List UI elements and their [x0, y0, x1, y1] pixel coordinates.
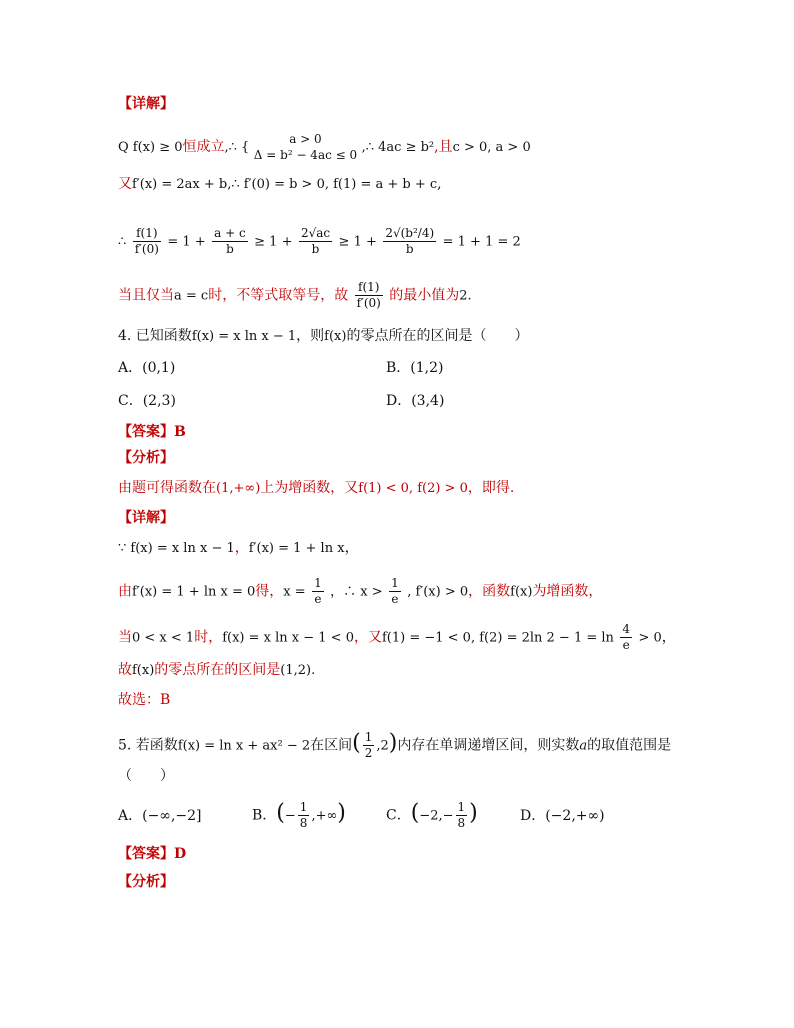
- q4-option-c: C．(2,3): [118, 393, 176, 409]
- q5-option-b: [252, 800, 346, 831]
- expr: f′(x) = 1 + ln x: [248, 541, 345, 556]
- expr: −2,−: [419, 808, 454, 824]
- expr: 0 < x < 1: [132, 630, 195, 646]
- q4-detail-line-1: [118, 538, 359, 559]
- paren-open: (: [352, 730, 361, 756]
- fraction: [299, 226, 332, 257]
- expr: 2.: [459, 288, 472, 304]
- fraction: [355, 280, 383, 311]
- num: 2√(b²/4): [385, 226, 435, 240]
- num: 1: [314, 576, 322, 590]
- q4-option-d: D．(3,4): [386, 393, 445, 409]
- text: ，: [234, 540, 249, 556]
- fraction: [363, 730, 375, 761]
- num: f(1): [355, 280, 383, 296]
- text: 的零点所在的区间是: [154, 662, 281, 678]
- expr: f(1) = −1 < 0, f(2) = 2ln 2 − 1 = ln: [381, 630, 614, 646]
- minus: −: [284, 808, 296, 824]
- text: 又: [118, 176, 132, 192]
- label: C．: [386, 807, 411, 824]
- expr: ≥ 1 +: [254, 234, 293, 250]
- num: 1: [457, 800, 466, 814]
- expr: ≥ 1 +: [338, 234, 377, 250]
- expr: , f′(x) > 0: [407, 584, 469, 600]
- den: f′(0): [356, 296, 381, 310]
- q5-option-a: A．(−∞,−2]: [118, 808, 202, 824]
- den: 8: [457, 816, 466, 830]
- den: b: [226, 242, 234, 256]
- text: ，又: [353, 629, 382, 646]
- question-5-stem: [118, 730, 671, 761]
- paren-close: ): [337, 800, 346, 826]
- text: ,且: [434, 139, 453, 155]
- q5-analysis-heading: 【分析】: [118, 874, 174, 890]
- expr: f(x) = x ln x − 1 < 0: [222, 630, 354, 646]
- expr: = 1 + 1 = 2: [442, 234, 521, 250]
- expr: (1,+∞): [216, 481, 261, 496]
- text: 当: [118, 629, 132, 646]
- q4-option-a: A．(0,1): [118, 360, 176, 376]
- condition-system: [254, 131, 357, 163]
- expr: ,∴ 4ac ≥ b²: [361, 140, 435, 155]
- q5-answer: 【答案】D: [118, 846, 187, 862]
- fraction: [298, 800, 310, 831]
- text: ，即得.: [467, 480, 515, 496]
- den: 2: [364, 746, 373, 760]
- expr: c > 0, a > 0: [452, 140, 531, 155]
- text: 上为增函数，又: [260, 480, 359, 496]
- paren-close: ): [388, 730, 398, 756]
- answer-label: 【答案】B: [118, 424, 186, 440]
- expr: f′(x) = 2ax + b,∴ f′(0) = b > 0, f(1) = a + b + c: [132, 177, 438, 192]
- den: b: [311, 242, 320, 256]
- den: e: [314, 592, 322, 606]
- expr: f(x): [132, 663, 155, 678]
- den: 8: [299, 816, 308, 830]
- expr: f(x) = ln x + ax² − 2: [177, 738, 311, 754]
- expr: Q f(x) ≥ 0: [118, 140, 183, 155]
- text: 的取值范围是: [587, 737, 672, 754]
- q4-detail-line-2: [118, 576, 602, 607]
- text: 时，不等式取等号，故: [208, 287, 349, 304]
- q5-paren: （ ）: [118, 768, 174, 784]
- text: 在区间: [310, 737, 353, 754]
- expr: ,2: [376, 738, 389, 754]
- expr: f′(x) = 1 + ln x = 0: [132, 584, 256, 600]
- fraction: [312, 576, 324, 607]
- text: 得，: [255, 583, 284, 600]
- q4-option-b: B．(1,2): [386, 360, 444, 376]
- q4-analysis-heading: 【分析】: [118, 450, 174, 466]
- fraction: [133, 226, 161, 257]
- expr: f(x): [510, 584, 533, 600]
- num: 1: [299, 800, 308, 814]
- q5-option-d: D．(−2,+∞): [520, 808, 605, 824]
- fraction: [456, 800, 468, 831]
- cond-2: Δ = b² − 4ac ≤ 0: [253, 148, 358, 162]
- num: 1: [391, 576, 399, 590]
- fraction: [389, 576, 401, 607]
- q4-choose: 故选：B: [118, 692, 171, 708]
- text: ，: [661, 629, 676, 646]
- line-equality-condition: [118, 280, 472, 311]
- q5-option-c: [386, 800, 478, 831]
- text: ，: [344, 540, 359, 556]
- num: f(1): [133, 226, 161, 242]
- expr: ∴: [118, 234, 127, 250]
- den: e: [391, 592, 399, 606]
- q4-detail-heading: 【详解】: [118, 510, 174, 526]
- text: 4. 已知函数: [118, 328, 192, 344]
- expr: > 0: [638, 630, 662, 646]
- expr: a = c: [174, 288, 209, 304]
- expr: (1,2).: [280, 663, 316, 678]
- text: 的最小值为: [389, 287, 460, 304]
- line-derivative: [118, 174, 442, 195]
- label: B．: [252, 807, 277, 824]
- line-condition: [118, 131, 531, 163]
- text: 当且仅当: [118, 287, 174, 304]
- text: 内存在单调递增区间，则实数: [397, 737, 580, 754]
- q4-answer: [118, 422, 186, 442]
- expr: ,+∞: [311, 808, 338, 824]
- detail-heading-1: 【详解】: [118, 96, 174, 112]
- text: 时，: [194, 629, 223, 646]
- fraction: [212, 226, 248, 257]
- text: 由题可得函数在: [118, 480, 216, 496]
- expr: f(x): [324, 329, 347, 344]
- expr: x =: [283, 584, 306, 600]
- text: 为增函数，: [532, 583, 603, 600]
- den: b: [405, 242, 414, 256]
- text: 恒成立: [182, 139, 225, 155]
- question-4-stem: [118, 326, 528, 347]
- fraction: [620, 622, 632, 653]
- expr: f(1) < 0, f(2) > 0: [358, 481, 468, 496]
- paren-open: (: [276, 800, 285, 826]
- den: e: [622, 638, 630, 652]
- line-inequality-chain: [118, 226, 521, 257]
- text: ,: [437, 176, 442, 192]
- expr: ∵ f(x) = x ln x − 1: [118, 541, 235, 556]
- text: 故: [118, 662, 132, 678]
- text: ，函数: [468, 583, 511, 600]
- text: 5. 若函数: [118, 737, 178, 754]
- q4-analysis-text: [118, 478, 514, 499]
- fraction: [383, 226, 436, 257]
- paren-open: (: [410, 800, 420, 826]
- q4-detail-line-3: [118, 622, 676, 653]
- expr: a: [579, 738, 588, 754]
- q4-detail-line-4: [118, 660, 315, 681]
- paren-close: ): [469, 800, 478, 826]
- num: a + c: [214, 226, 246, 240]
- text: 由: [118, 583, 132, 600]
- num: 1: [364, 730, 373, 744]
- expr: = 1 +: [167, 234, 206, 250]
- num: 2√ac: [300, 226, 331, 240]
- expr: f(x) = x ln x − 1: [191, 329, 297, 344]
- num: 4: [622, 622, 631, 636]
- expr: ,∴ {: [224, 140, 250, 155]
- text: 的零点所在的区间是（ ）: [346, 328, 529, 344]
- den: f′(0): [134, 242, 159, 256]
- cond-1: a > 0: [289, 132, 322, 146]
- expr: ，∴ x >: [330, 584, 383, 600]
- text: ，则: [296, 328, 325, 344]
